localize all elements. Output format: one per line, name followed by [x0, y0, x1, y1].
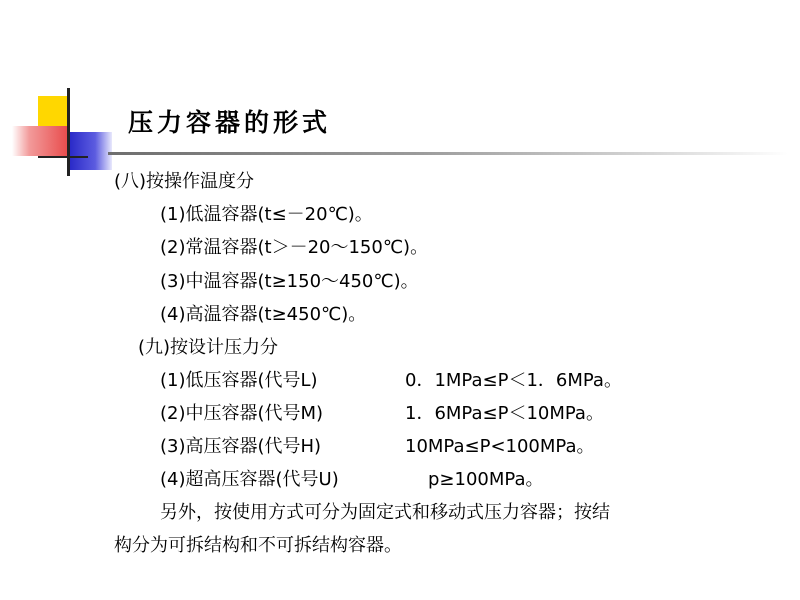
title-divider	[108, 152, 788, 155]
section9-heading: (九)按设计压力分	[138, 337, 279, 358]
section9-item-4-label: (4)超高压容器(代号U)	[160, 469, 339, 490]
section9-item-3-range: 10MPa≤P<100MPa。	[405, 436, 595, 457]
section9-item-2-range: 1．6MPa≤P＜10MPa。	[405, 403, 604, 424]
section9-item-1	[160, 369, 622, 393]
section9-item-4-range: p≥100MPa。	[428, 469, 544, 490]
section8-item-4: (4)高温容器(t≥450℃)。	[160, 304, 367, 325]
section9-item-4	[160, 468, 544, 492]
closing-paragraph-line-2: 构分为可拆结构和不可拆结构容器。	[114, 535, 402, 556]
section9-item-1-range: 0．1MPa≤P＜1．6MPa。	[405, 370, 622, 391]
horizontal-line-decoration	[38, 156, 88, 158]
section8-item-3: (3)中温容器(t≥150～450℃)。	[160, 271, 419, 292]
section9-item-3	[160, 435, 595, 459]
slide-decoration	[0, 0, 120, 190]
red-square-decoration	[12, 126, 70, 156]
vertical-line-decoration	[67, 88, 70, 176]
section9-item-1-label: (1)低压容器(代号L)	[160, 370, 318, 391]
yellow-square-decoration	[38, 96, 70, 130]
section9-item-3-label: (3)高压容器(代号H)	[160, 436, 322, 457]
blue-square-decoration	[70, 132, 112, 170]
section8-item-2: (2)常温容器(t＞－20～150℃)。	[160, 237, 429, 258]
closing-paragraph-line-1: 另外，按使用方式可分为固定式和移动式压力容器；按结	[160, 502, 610, 523]
slide-title: 压力容器的形式	[128, 108, 332, 137]
section9-item-2	[160, 402, 604, 426]
section9-item-2-label: (2)中压容器(代号M)	[160, 403, 324, 424]
section8-heading: (八)按操作温度分	[114, 171, 255, 192]
section8-item-1: (1)低温容器(t≤－20℃)。	[160, 204, 373, 225]
